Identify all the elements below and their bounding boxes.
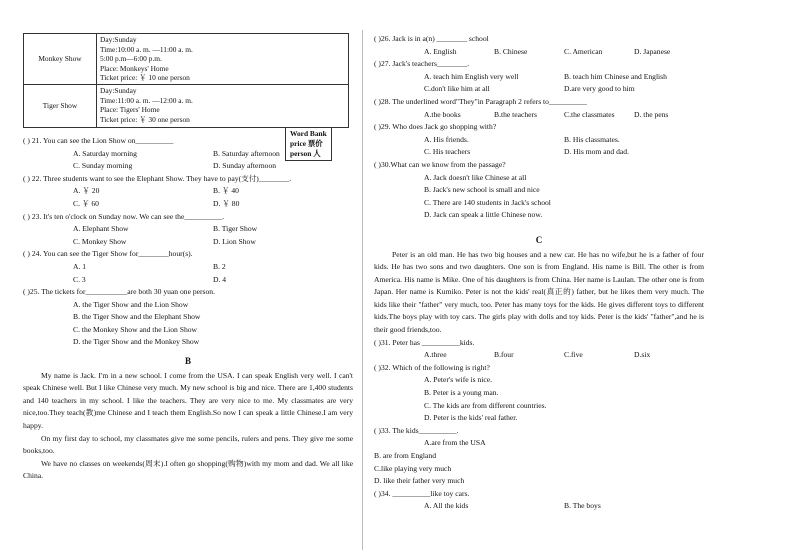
question xyxy=(23,248,353,286)
question-stem: ( )25. The tickets for___________are both 30 yuan one person. xyxy=(23,287,215,297)
option-row xyxy=(23,160,353,173)
answer-option: B.four xyxy=(494,350,514,360)
option-row xyxy=(23,198,353,211)
answer-option: A. His friends. xyxy=(424,134,469,144)
question xyxy=(374,96,704,121)
answer-option: D.six xyxy=(634,350,651,360)
option-row xyxy=(23,261,353,274)
option-row xyxy=(23,274,353,287)
option-row xyxy=(23,336,353,349)
show-detail-line: Ticket price: ￥ 10 one person xyxy=(100,73,190,83)
answer-option: C. His teachers xyxy=(424,147,471,157)
option-row xyxy=(374,146,704,159)
question-stem: ( )30.What can we know from the passage? xyxy=(374,159,506,169)
word-bank-entry: price 票价 xyxy=(290,139,323,148)
show-detail-line: Time:10:00 a. m. —11:00 a. m. xyxy=(100,44,193,54)
option-row xyxy=(374,197,704,210)
passage-paragraph: We have no classes on weekends(周末).I often go shopping(购物)with my mom and dad. We all like China. xyxy=(23,458,353,481)
answer-option: A.three xyxy=(424,350,447,360)
option-row xyxy=(374,450,704,463)
answer-option: D. 4 xyxy=(213,274,227,284)
answer-option: B. teach him Chinese and English xyxy=(564,71,667,81)
section-c-heading: C xyxy=(535,234,543,245)
question-stem: ( ) 24. You can see the Tiger Show for________hour(s). xyxy=(23,249,193,259)
answer-option: C. 3 xyxy=(73,274,86,284)
answer-option: C. the Monkey Show and the Lion Show xyxy=(73,324,198,334)
question xyxy=(374,58,704,96)
answer-option: A.are from the USA xyxy=(424,438,486,448)
answer-option: B. ￥ 40 xyxy=(213,186,239,196)
answer-option: B. His classmates. xyxy=(564,134,620,144)
questions-21-25 xyxy=(23,135,353,349)
answer-option: D. His mom and dad. xyxy=(564,147,629,157)
option-row xyxy=(23,223,353,236)
question-stem: ( )33. The kids__________. xyxy=(374,425,459,435)
answer-option: A. Saturday morning xyxy=(73,148,137,158)
show-detail-line: 5:00 p.m—6:00 p.m. xyxy=(100,54,162,64)
answer-option: A.the books xyxy=(424,109,461,119)
word-bank-title: Word Bank xyxy=(290,129,327,138)
answer-option: A. All the kids xyxy=(424,501,469,511)
option-row xyxy=(374,109,704,122)
show-detail-line: Day:Sunday xyxy=(100,35,137,44)
show-row xyxy=(24,84,349,127)
option-row xyxy=(374,83,704,96)
answer-option: D. the Tiger Show and the Monkey Show xyxy=(73,337,200,347)
answer-option: D. Sunday afternoon xyxy=(213,161,277,171)
answer-option: C.like playing very much xyxy=(374,463,452,473)
answer-option: B. Tiger Show xyxy=(213,224,258,234)
answer-option: C. Sunday morning xyxy=(73,161,133,171)
option-row xyxy=(374,412,704,425)
option-row xyxy=(374,46,704,59)
answer-option: A. 1 xyxy=(73,261,87,271)
question xyxy=(23,173,353,211)
passage-paragraph: My name is Jack. I'm in a new school. I come from the USA. I can speak English very well. I can't speak Chinese well. But I like Chinese very much. My new school is big and nice. There are 1,400 students and 140 teachers in my school. I like the teachers. They are very nice to me. My classmates are very nice,too.They teach(教)me Chinese and I teach them English.So now I can speak a little Chinese.I am very happy. xyxy=(23,370,353,431)
right-column xyxy=(374,0,704,513)
answer-option: C.five xyxy=(564,350,583,360)
show-row xyxy=(24,34,349,85)
answer-option: D. Japanese xyxy=(634,46,671,56)
answer-option: B. Chinese xyxy=(494,46,528,56)
answer-option: B.the teachers xyxy=(494,109,538,119)
option-row xyxy=(374,172,704,185)
question-stem: ( )28. The underlined word"They"in Paragraph 2 refers to__________ xyxy=(374,96,587,106)
option-row xyxy=(374,349,704,362)
option-row xyxy=(374,475,704,488)
question xyxy=(374,33,704,58)
option-row xyxy=(23,299,353,312)
questions-31-34 xyxy=(374,337,704,513)
show-detail-line: Ticket price: ￥ 30 one person xyxy=(100,114,190,124)
answer-option: B. are from England xyxy=(374,451,436,460)
question-stem: ( ) 23. It's ten o'clock on Sunday now. We can see the__________. xyxy=(23,211,225,221)
answer-option: C. There are 140 students in Jack's school xyxy=(424,197,551,207)
question-stem: ( )31. Peter has __________kids. xyxy=(374,337,475,347)
question xyxy=(23,211,353,249)
answer-option: C. The kids are from different countries. xyxy=(424,400,547,410)
answer-option: D. the pens xyxy=(634,109,669,119)
word-bank xyxy=(285,127,332,161)
word-bank-entry: person 人 xyxy=(290,149,321,158)
option-row xyxy=(23,311,353,324)
answer-option: A. Peter's wife is nice. xyxy=(424,375,493,385)
answer-option: B. Jack's new school is small and nice xyxy=(424,185,540,195)
option-row xyxy=(374,463,704,476)
question xyxy=(23,286,353,349)
answer-option: B. the Tiger Show and the Elephant Show xyxy=(73,312,201,322)
answer-option: C.the classmates xyxy=(564,109,615,119)
answer-option: C. American xyxy=(564,46,603,56)
question xyxy=(374,488,704,513)
option-row xyxy=(23,236,353,249)
option-row xyxy=(23,185,353,198)
option-row xyxy=(374,500,704,513)
answer-option: D. ￥ 80 xyxy=(213,198,240,208)
answer-option: B. The boys xyxy=(564,501,601,511)
question-stem: ( ) 21. You can see the Lion Show on__________ xyxy=(23,135,174,145)
passage-paragraph: On my first day to school, my classmates give me some pencils, rulers and pens. They give me some books,too. xyxy=(23,433,353,456)
section-b-passage xyxy=(23,370,353,483)
question xyxy=(374,425,704,450)
option-row xyxy=(374,209,704,222)
left-column xyxy=(23,0,353,483)
question xyxy=(374,121,704,159)
option-row xyxy=(23,324,353,337)
answer-option: B. 2 xyxy=(213,261,226,271)
question-stem: ( )34. __________like toy cars. xyxy=(374,488,470,498)
column-divider xyxy=(362,30,363,550)
option-row xyxy=(374,374,704,387)
answer-option: A. the Tiger Show and the Lion Show xyxy=(73,299,189,309)
show-schedule-table xyxy=(23,33,349,128)
option-row xyxy=(374,387,704,400)
answer-option: D.are very good to him xyxy=(564,84,635,94)
question xyxy=(374,362,704,425)
question xyxy=(374,337,704,362)
answer-option: C.don't like him at all xyxy=(424,84,490,94)
answer-option: A. ￥ 20 xyxy=(73,186,100,196)
question xyxy=(374,450,704,488)
answer-option: A. teach him English very well xyxy=(424,71,519,81)
show-name: Monkey Show xyxy=(24,34,97,85)
questions-26-30 xyxy=(374,33,704,222)
answer-option: C. Monkey Show xyxy=(73,236,127,246)
show-detail-line: Place: Monkeys' Home xyxy=(100,63,169,73)
question-stem: ( )27. Jack's teachers________. xyxy=(374,59,470,69)
question-stem: ( )29. Who does Jack go shopping with? xyxy=(374,122,497,132)
show-name: Tiger Show xyxy=(24,84,97,127)
section-c-passage: Peter is an old man. He has two big houses and a new car. He has no wife,but he is a father of four kids. He has two sons and two daughters. One son is from England. His name is Bill. The other is from America. His name is Mike. One of his daughters is from China. Her name is Laulan. The other one is from Japan. Her name is Kumiko. Peter is not the kids' real(真正的) father, but he likes them very much. The kids like their "father" very much, too. Peter has many toys for the kids. He gives different toys to different kids.The boys play with toy cars. The girls play with dolls and toy kids. Peter is the kids' "father",and he is their good friends,too. xyxy=(374,249,704,335)
question-stem: ( )26. Jack is in a(n) ________ school xyxy=(374,34,489,43)
section-b-heading: B xyxy=(184,356,191,367)
answer-option: D. Peter is the kids' real father. xyxy=(424,413,518,423)
answer-option: D. Jack can speak a little Chinese now. xyxy=(424,210,543,220)
answer-option: B. Peter is a young man. xyxy=(424,388,499,398)
show-detail-line: Place: Tigers' Home xyxy=(100,105,160,115)
answer-option: A. Elephant Show xyxy=(73,224,129,234)
show-detail-line: Time:11:00 a. m. —12:00 a. m. xyxy=(100,95,193,105)
option-row xyxy=(374,184,704,197)
option-row xyxy=(374,71,704,84)
question-stem: ( )32. Which of the following is right? xyxy=(374,362,490,372)
answer-option: D. like their father very much xyxy=(374,476,465,486)
show-details xyxy=(97,84,349,127)
question-stem: ( ) 22. Three students want to see the Elephant Show. They have to pay(支付)________. xyxy=(23,173,292,183)
answer-option: A. Jack doesn't like Chinese at all xyxy=(424,172,527,182)
option-row xyxy=(374,400,704,413)
answer-option: A. English xyxy=(424,46,457,56)
option-row xyxy=(374,134,704,147)
answer-option: C. ￥ 60 xyxy=(73,198,99,208)
show-details xyxy=(97,34,349,85)
answer-option: D. Lion Show xyxy=(213,236,256,246)
show-detail-line: Day:Sunday xyxy=(100,85,137,95)
question xyxy=(374,159,704,222)
answer-option: B. Saturday afternoon xyxy=(213,148,280,158)
option-row xyxy=(374,437,704,450)
